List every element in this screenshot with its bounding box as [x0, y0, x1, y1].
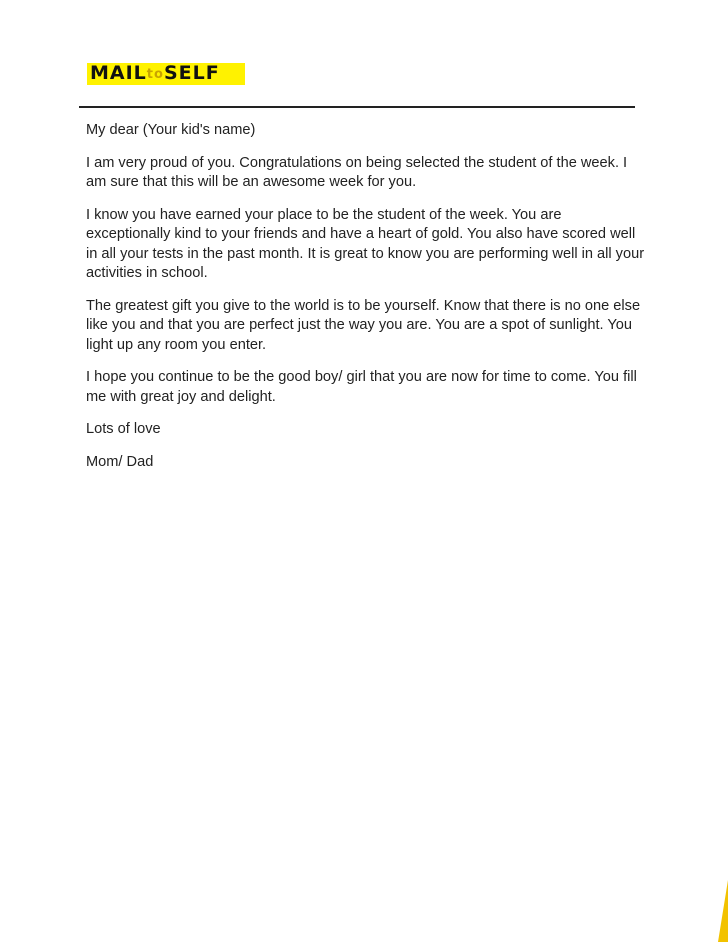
- mailtoself-logo: [87, 63, 245, 85]
- logo-wordmark: [90, 62, 220, 87]
- logo-word-left: MAIL: [90, 61, 147, 84]
- letter-body: [86, 121, 646, 485]
- letter-paragraph: I am very proud of you. Congratulations on being selected the student of the week. I am sure that this will be an awesome week for you.: [86, 154, 628, 190]
- page-corner-decoration: [718, 880, 728, 942]
- letter-paragraph: The greatest gift you give to the world is to be yourself. Know that there is no one else like you and that you are perfect just the way you are. You are a spot of sunlight. You light up any room you enter.: [86, 297, 641, 353]
- signature: Mom/ Dad: [86, 453, 154, 470]
- logo-word-right: SELF: [163, 61, 220, 84]
- salutation: My dear (Your kid's name): [86, 122, 256, 138]
- closing: Lots of love: [86, 421, 161, 437]
- letter-paragraph: I hope you continue to be the good boy/ girl that you are now for time to come. You fill me with great joy and delight.: [86, 369, 637, 405]
- logo-word-middle: to: [146, 66, 164, 82]
- letter-paragraph: I know you have earned your place to be the student of the week. You are exceptionally kind to your friends and have a heart of gold. You also have scored well in all your tests in the past month. It is great to know you are performing well in all your activities in school.: [86, 206, 645, 281]
- header-divider: [79, 106, 635, 108]
